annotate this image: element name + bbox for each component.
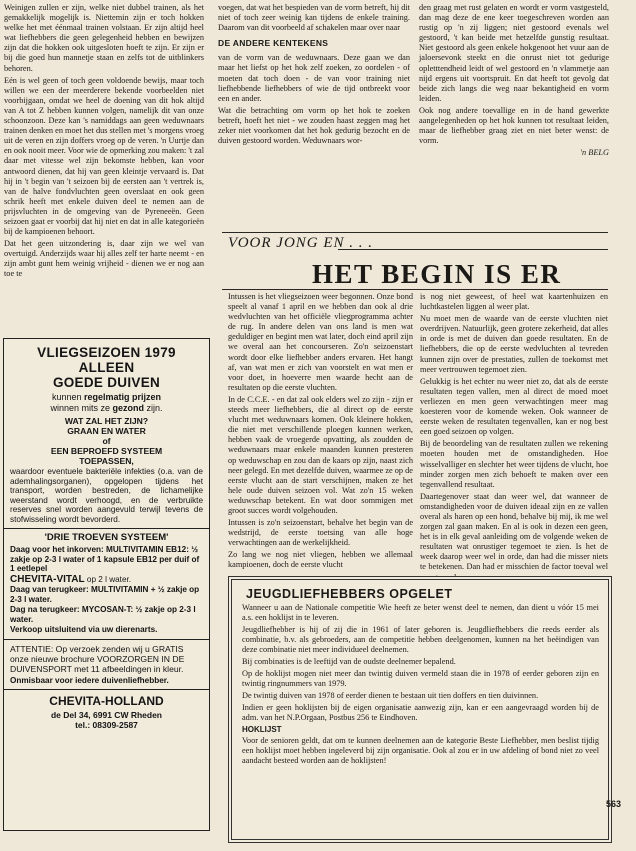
ad-question: TOEPASSEN, xyxy=(79,456,134,466)
article-column-middle xyxy=(228,292,413,573)
notice-paragraph: Wanneer u aan de Nationale competitie Wie heeft ze beter wenst deel te nemen, dan dient u vóór 15 mei a.s. een hoklijst in te leveren. xyxy=(242,603,599,622)
paragraph: den graag met rust gelaten en wordt er vorm vastgesteld, dan mag deze de ene keer toegeschreven worden aan rustig op 'n zij liggen; niet gestoord evenals wel gestoord, 't kan beide met hetzelfde gunstig resultaat. Niet gestoord als geen enkele hokgenoot het vuur aan de jaloersevonk steekt en die onrust niet tot gedurige opletttendheid leidt of wel gestoord en 'n vlammetje aan nijd ergens uit voortspruit. En dat heeft tot gevolg dat beide zich langs die weg naar bekantigheid en vorm leiden. xyxy=(419,3,609,103)
ad-headline-3: GOEDE DUIVEN xyxy=(52,375,161,390)
ad-attention-note: Onmisbaar voor iedere duivenliefhebber. xyxy=(10,675,169,685)
column-top-middle xyxy=(218,3,410,148)
ad-address: de Del 34, 6991 CW Rheden xyxy=(50,710,162,720)
paragraph: Intussen is zo'n seizoenstart, behalve het begin van de wedstrijd, de eerste toetsing van alle hoge verwachtingen aan de werkelijkheid. xyxy=(228,518,413,548)
paragraph: Wat die betrachting om vorm op het hok te zoeken betreft, hoeft het niet - we zouden haast zeggen mag het zeker niet voorkomen dat het hok gedurig bezocht en de duiven gestoord worden. Weduwnaars wor- xyxy=(218,105,410,146)
paragraph: voegen, dat wat het bespieden van de vorm betreft, hij dit niet of toch zeer weinig kan tijdens de enkele training. Daarom van dit voorbeeld af schakelen maar over naar xyxy=(218,3,410,33)
ad-line: kunnen regelmatig prijzen xyxy=(51,392,162,402)
paragraph: Nu moet men de waarde van de eerste vluchten niet overdrijven. Natuurlijk, geen grotere zekerheid, dat alles in orde is met de duiven dan goede resultaten. En de liefhebbers, die op de eerste wedvluchten al tevreden kunnen zijn over de prestaties, zullen de toekomst met meer vertrouwen tegemoet zien. xyxy=(420,314,608,374)
ad-divider xyxy=(4,639,209,640)
ad-system-name: 'DRIE TROEVEN SYSTEEM' xyxy=(44,532,169,543)
paragraph: Intussen is het vliegseizoen weer begonnen. Onze bond speelt al vanaf 1 april en we hebben dan ook al drie wedvluchten van het officiële vliegprogramma achter de rug. In andere delen van ons land is men wat geduldiger en begint men wat later, doch eind april zijn we overal aan het concourseren. Zo'n seizoenstart wordt door elke liefhebber anders ervaren. Het hangt af, van wat men er zich van voorstelt en wat men er voor doet, in hoeverre men waarde hecht aan de resultaten op die eerste vluchten. xyxy=(228,292,413,392)
paragraph: Daartegenover staat dan weer wel, dat wanneer de omstandigheden voor de duiven ideaal zijn en ze vallen overal als haren op een hond, behalve bij mij, ik me wel zorgen zal gaan maken. En al is ook in dezen een geen, het is in elk geval aanleiding om de volgende weken de resultaten wat onrustiger tegemoet te zien. Is het de week daarop weer wel in orde, dan had die misser niets te betekenen. Dan had er misschien de factor toeval wel xyxy=(420,491,608,572)
ad-question: EEN BEPROEFD SYSTEEM xyxy=(50,446,163,456)
paragraph: Weinigen zullen er zijn, welke niet dubbel trainen, als het gemakkelijk mogelijk is. Niettemin zijn er toch hokken welke het met éénmaal trainen volstaan. Er zijn altijd heel wat liefhebbers die geen gelegenheid hebben en bewijzen zijn dat die hokken ook uitgesloten hoeft te zijn. Er zijn er bij die goed hun mannetje staan en zelfs tot de uitblinkers behoren. xyxy=(4,3,204,73)
notice-paragraph: De twintig duiven van 1978 of eerder dienen te bestaan uit tien doffers en tien duivinnen. xyxy=(242,691,539,700)
divider-line xyxy=(222,289,608,290)
notice-subheading: HOKLIJST xyxy=(242,725,282,734)
advertisement-box xyxy=(3,338,210,831)
column-top-right xyxy=(419,3,609,160)
paragraph: is nog niet geweest, of heel wat kaartenhuizen en luchtkastelen liggen al weer plat. xyxy=(420,292,608,312)
paragraph: Dat het geen uitzondering is, daar zijn we wel van overtuigd. Anderzijds waar hij alles zelf ter harte neemt - en zijn ambt gunt hem weinig vrijheid - dienen we er nog aan toe te xyxy=(4,239,204,279)
ad-company: CHEVITA-HOLLAND xyxy=(49,694,164,708)
paragraph: In de C.C.E. - en dat zal ook elders wel zo zijn - zijn er steeds meer liefhebbers, die al direct op de eerste vlucht met weduwnaars komen. Ook kleinere hokken, die niet met verschillende ploegen kunnen werken, hebben vaak de vroegerde opvatting, als zoudden de weduwnaars maar enkele maanden kunnen presteren op weduwschap en zou dan de kaars op zijn, naast zich neer gelegd. En met dezelfde duiven, waarmee ze op de eerste vlucht aan de start verschijnen, maken ze het hele oude duiven seizoen vol. Wat zo'n 15 weken weduwschap betekent. En wat door sommigen met groot succes wordt volgehouden. xyxy=(228,394,413,515)
divider-line xyxy=(222,232,608,233)
paragraph: Zo lang we nog niet vliegen, hebben we allemaal kampioenen, doch de eerste vlucht xyxy=(228,550,413,570)
notice-paragraph: Voor de senioren geldt, dat om te kunnen deelnemen aan de kategorie Beste Liefhebber, men beslist tijdig een hoklijst moet hebben ingeleverd bij zijn organisatie. Ook al zou er in uw afdeling of bond niet zo veel aandacht besteed worden aan de hoklijsten! xyxy=(242,736,599,765)
notice-paragraph: Indien er geen hoklijsten bij de eigen organisatie aanwezig zijn, kan er een aangevraagd worden bij de adm. van het N.P.Orgaan, Postbus 256 te Eindhoven. xyxy=(242,703,599,722)
ad-headline-2: ALLEEN xyxy=(78,360,135,375)
notice-box xyxy=(228,576,612,843)
ad-divider xyxy=(4,528,209,529)
ad-step: Verkoop uitsluitend via uw dierenarts. xyxy=(10,625,158,634)
article-title: HET BEGIN IS ER xyxy=(312,259,562,289)
paragraph: van de vorm van de weduwnaars. Deze gaan we dan maar het liefst op het hok zelf zoeken, zo oordelen - of moeten dat toch doen - de van voor training niet liefhebbende liefhebbers of wie de tijd ontbreekt voor een en ander. xyxy=(218,53,410,103)
ad-question: of xyxy=(102,436,111,446)
article-column-right xyxy=(420,292,608,585)
paragraph: Eén is wel geen of toch geen voldoende bewijs, maar toch willen we een der meerderere bekende voorbeelden niet voorbijgaan, omdat we heel de doening van dit hok altijd van A tot Z hebben kunnen volgen, namelijk dit van onze schoonzoon. Deze kan 's namiddags aan geen weduwnaars trainen denken en moet het dus stellen met 's morgens vroeg uit de veren en zijn doffers vroeg op de veren. 'n Uurtje dan en ook nooit meer. Voor wie de opmerking zou maken: 't zal daar met vitesse wel zijn bekomste hebben, kan voor antwoord dienen, dat hij van geen kleintje vervaard is. Dat hij in 't begin van 't seizoen bij de eersten aan 't vertrek is, van de halve fondvluchten geen overslaat en ook geen schrik heeft met enkele duiven deel te nemen aan de prijsvluchten in de omgeving van de Pyreneeën. Geen seizoen gaat er voorbij dat hij niet en dat in alle kategorieën bij de kampioenen behoort. xyxy=(4,75,204,237)
section-heading: DE ANDERE KENTEKENS xyxy=(218,38,329,49)
ad-product-line: CHEVITA-VITAL op 2 l water. xyxy=(10,573,132,585)
ad-step: Daag van terugkeer: MULTIVITAMIN + ½ zakje op 2-3 l water. xyxy=(10,585,200,604)
paragraph: Gelukkig is het echter nu weer niet zo, dat als de eerste resultaten tegen vallen, men al direct de moed moet verliezen en men geen verwachtingen meer mag koesteren voor de komende weken. Ook wanneer de eerste weken de resultaten tegenvallen, kan er nog best een goed seizoen op volgen. xyxy=(420,376,608,437)
ad-step: Dag na terugkeer: MYCOSAN-T: ½ zakje op 2-3 l water. xyxy=(10,605,196,624)
notice-paragraph: Jeugdliefhebber is hij of zij die in 1961 of later geboren is. Jeugdliefhebbers die reeds eerder als combinatie, b.v. als gebroeders, aan de competitie hebben deelgenomen, kunnen na het beëindigen van deze combinatie niet meer individueel deelnemen. xyxy=(242,625,599,654)
ad-attention: ATTENTIE: Op verzoek zenden wij u GRATIS onze nieuwe brochure VOORZORGEN IN DE DUIVENSPORT met 11 afbeeldingen in kleur. xyxy=(10,643,185,674)
divider-line xyxy=(338,249,608,250)
ad-phone: tel.: 08309-2587 xyxy=(75,720,138,730)
notice-paragraph: Bij combinaties is de leeftijd van de oudste deelnemer bepalend. xyxy=(242,657,456,666)
paragraph: Bij de beoordeling van de resultaten zullen we rekening moeten houden met de omstandigheden. Hoe wisselvalliger en slechter het weer tijdens de vlucht, hoe minder zorgen men zich behoeft te maken over een tegenvallend resultaat. xyxy=(420,439,608,489)
ad-question: WAT ZAL HET ZIJN? xyxy=(64,416,149,426)
column-top-left xyxy=(4,3,204,282)
ad-line: winnen mits ze gezond zijn. xyxy=(50,402,163,413)
article-kicker: VOOR JONG EN . . . xyxy=(228,235,374,251)
ad-step: Daag voor het inkorven: MULTIVITAMIN EB12: ½ zakje op 2-3 l water of 1 kapsule EB12 per duif of 1 eetlepel xyxy=(10,545,200,573)
ad-headline-1: VLIEGSEIZOEN 1979 xyxy=(37,345,176,360)
ad-divider xyxy=(4,689,209,690)
notice-paragraph: Op de hoklijst mogen niet meer dan twintig duiven vermeld staan die in 1978 of eerder geboren zijn en twintig ringnummers van 1979. xyxy=(242,669,599,688)
ad-question: GRAAN EN WATER xyxy=(67,426,146,436)
notice-title: JEUGDLIEFHEBBERS OPGELET xyxy=(246,587,453,601)
author-signature: 'n BELG xyxy=(580,148,609,158)
ad-body-text: waardoor eventuele bakteriële infekties (o.a. van de ademhalingsorganen), opgelopen tijdens het transport, worden bestreden, de lichamelijke weerstand wordt verhoogd, en de verbruikte reserves snel worden aangevuld terwijl tevens de stofwisseling wordt bevorderd. xyxy=(10,467,203,524)
page-number: 563 xyxy=(606,799,622,809)
paragraph: Ook nog andere toevallige en in de hand gewerkte aangelegenheden op het hok kunnen tot resultaat leiden, maar de liefhebber graag ziet en niet beter wenst: de vorm. xyxy=(419,105,609,146)
